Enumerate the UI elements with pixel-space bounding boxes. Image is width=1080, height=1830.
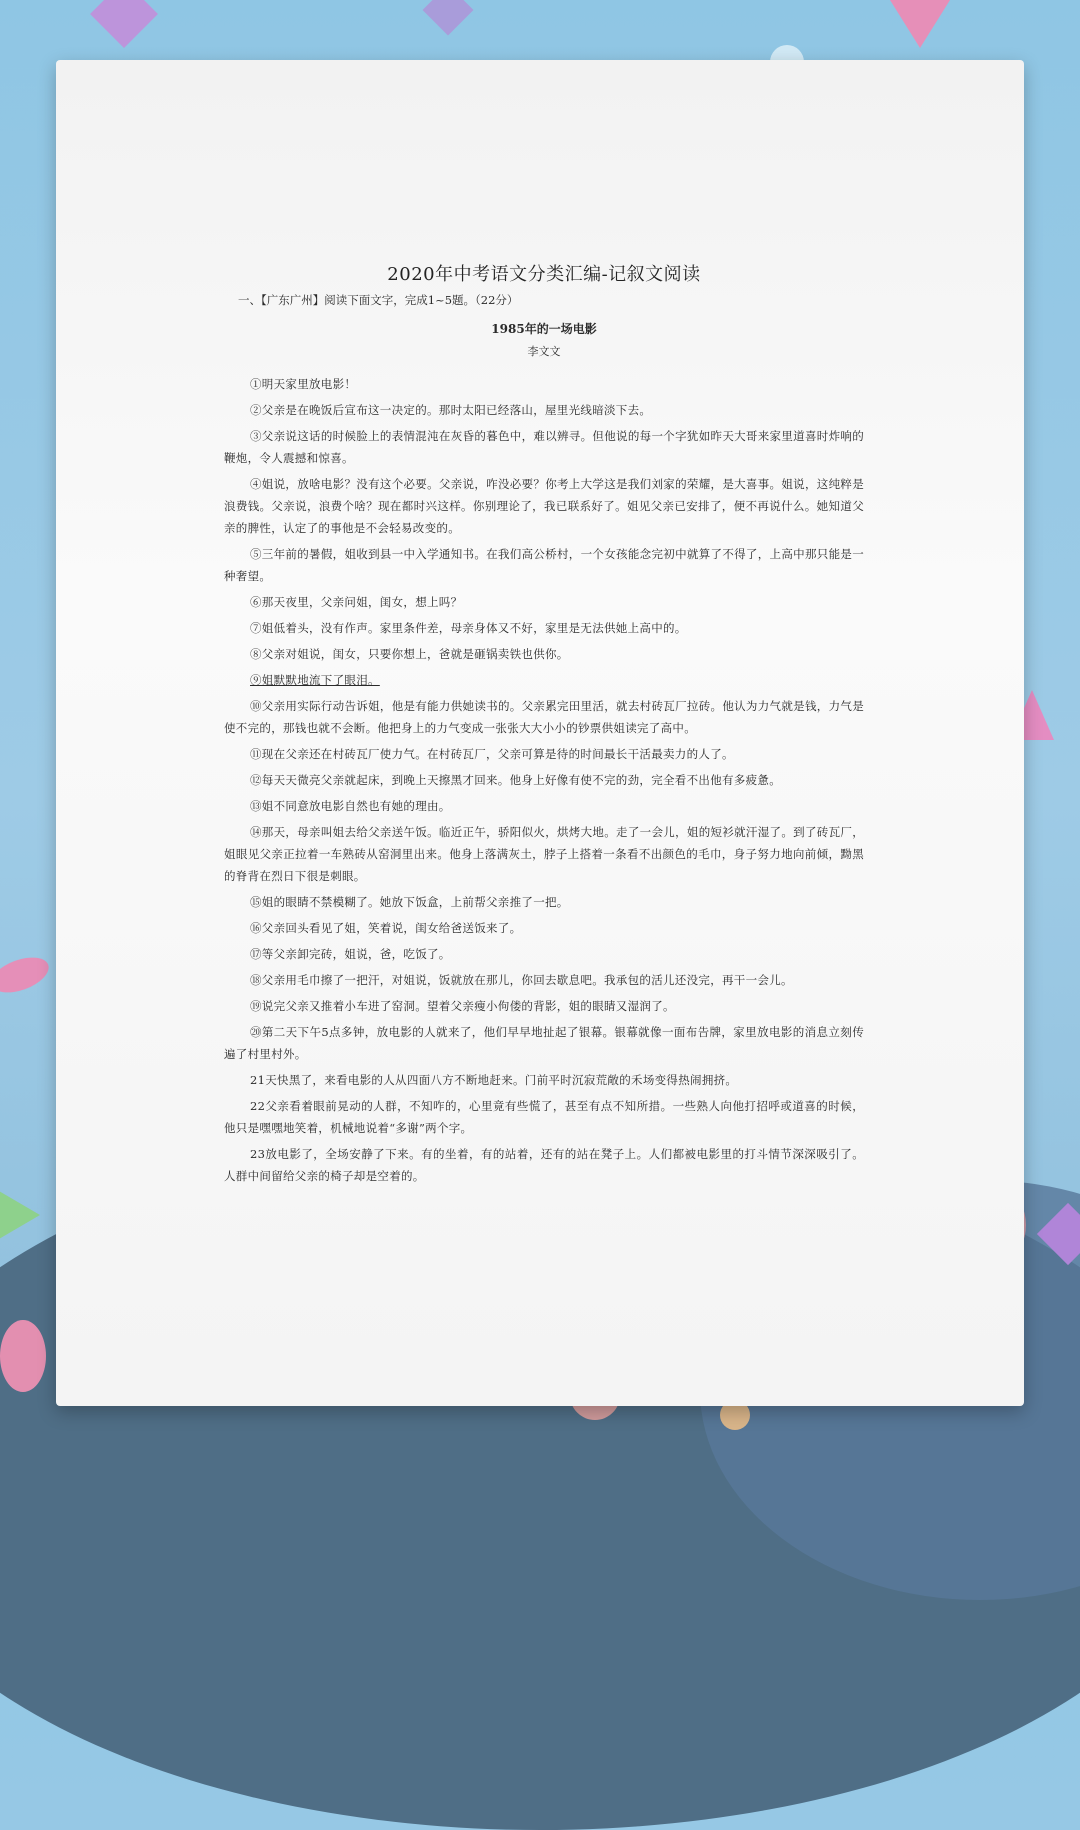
paragraph: ⑥那天夜里，父亲问姐，闺女，想上吗？ [250, 595, 463, 609]
paragraph: ⑦姐低着头，没有作声。家里条件差，母亲身体又不好，家里是无法供她上高中的。 [250, 621, 687, 635]
paragraph: ⑪现在父亲还在村砖瓦厂使力气。在村砖瓦厂，父亲可算是待的时间最长干活最卖力的人了。 [250, 747, 734, 761]
paragraph-underlined: ⑨姐默默地流下了眼泪。 [250, 673, 380, 687]
document-title: 2020年中考语文分类汇编-记叙文阅读 [387, 264, 701, 285]
paragraph: 21天快黑了，来看电影的人从四面八方不断地赶来。门前平时沉寂荒敞的禾场变得热闹拥挤。 [250, 1073, 738, 1087]
paragraph: ⑭那天，母亲叫姐去给父亲送午饭。临近正午，骄阳似火，烘烤大地。走了一会儿，姐的短衫就汗湿了。到了砖瓦厂，姐眼见父亲正拉着一车熟砖从窑洞里出来。他身上落满灰土，脖子上搭着一条看不出颜色的毛巾，身子努力地向前倾，黝黑的脊背在烈日下很是刺眼。 [224, 825, 864, 883]
paragraph: ⑤三年前的暑假，姐收到县一中入学通知书。在我们高公桥村，一个女孩能念完初中就算了不得了，上高中那只能是一种奢望。 [224, 547, 864, 583]
paragraph: ①明天家里放电影！ [250, 377, 357, 391]
author: 李文文 [527, 345, 561, 358]
document-body [224, 260, 864, 1191]
story-title: 1985年的一场电影 [491, 322, 597, 336]
paragraph: 23放电影了，全场安静了下来。有的坐着，有的站着，还有的站在凳子上。人们都被电影里的打斗情节深深吸引了。人群中间留给父亲的椅子却是空着的。 [224, 1147, 864, 1183]
confetti-oval [0, 951, 53, 1000]
document-paper [56, 60, 1024, 1406]
paragraph: ⑮姐的眼睛不禁模糊了。她放下饭盒，上前帮父亲推了一把。 [250, 895, 569, 909]
paragraph: ⑫每天天微亮父亲就起床，到晚上天擦黑才回来。他身上好像有使不完的劲，完全看不出他有多疲惫。 [250, 773, 781, 787]
paragraph: ③父亲说这话的时候脸上的表情混沌在灰昏的暮色中，难以辨寻。但他说的每一个字犹如昨天大哥来家里道喜时炸响的鞭炮，令人震撼和惊喜。 [224, 429, 864, 465]
confetti-triangle [890, 0, 950, 48]
paragraph: ⑳第二天下午5点多钟，放电影的人就来了，他们早早地扯起了银幕。银幕就像一面布告牌，家里放电影的消息立刻传遍了村里村外。 [224, 1025, 864, 1061]
paragraph: ⑧父亲对姐说，闺女，只要你想上，爸就是砸锅卖铁也供你。 [250, 647, 569, 661]
section-heading: 一、【广东广州】阅读下面文字，完成1~5题。（22分） [238, 293, 519, 307]
paragraph: ⑱父亲用毛巾擦了一把汗，对姐说，饭就放在那儿，你回去歇息吧。我承包的活儿还没完，再干一会儿。 [250, 973, 793, 987]
paragraph: ⑯父亲回头看见了姐，笑着说，闺女给爸送饭来了。 [250, 921, 522, 935]
paragraph: ④姐说，放啥电影？没有这个必要。父亲说，咋没必要？你考上大学这是我们刘家的荣耀，是大喜事。姐说，这纯粹是浪费钱。父亲说，浪费个啥？现在都时兴这样。你别理论了，我已联系好了。姐见父亲已安排了，便不再说什么。她知道父亲的脾性，认定了的事他是不会轻易改变的。 [224, 477, 864, 535]
paragraph: 22父亲看着眼前晃动的人群，不知咋的，心里竟有些慌了，甚至有点不知所措。一些熟人向他打招呼或道喜的时候，他只是嘿嘿地笑着，机械地说着“多谢”两个字。 [224, 1099, 864, 1135]
confetti-triangle [0, 1180, 40, 1250]
confetti-circle [0, 1320, 46, 1392]
paragraph: ②父亲是在晚饭后宣布这一决定的。那时太阳已经落山，屋里光线暗淡下去。 [250, 403, 652, 417]
paragraph: ⑲说完父亲又推着小车进了窑洞。望着父亲瘦小佝偻的背影，姐的眼睛又湿润了。 [250, 999, 675, 1013]
paragraph: ⑩父亲用实际行动告诉姐，他是有能力供她读书的。父亲累完田里活，就去村砖瓦厂拉砖。他认为力气就是钱，力气是使不完的，那钱也就不会断。他把身上的力气变成一张张大大小小的钞票供姐读完了高中。 [224, 699, 864, 735]
confetti-diamond [423, 0, 474, 35]
paragraph: ⑰等父亲卸完砖，姐说，爸，吃饭了。 [250, 947, 451, 961]
paragraph: ⑬姐不同意放电影自然也有她的理由。 [250, 799, 451, 813]
confetti-diamond [90, 0, 158, 48]
